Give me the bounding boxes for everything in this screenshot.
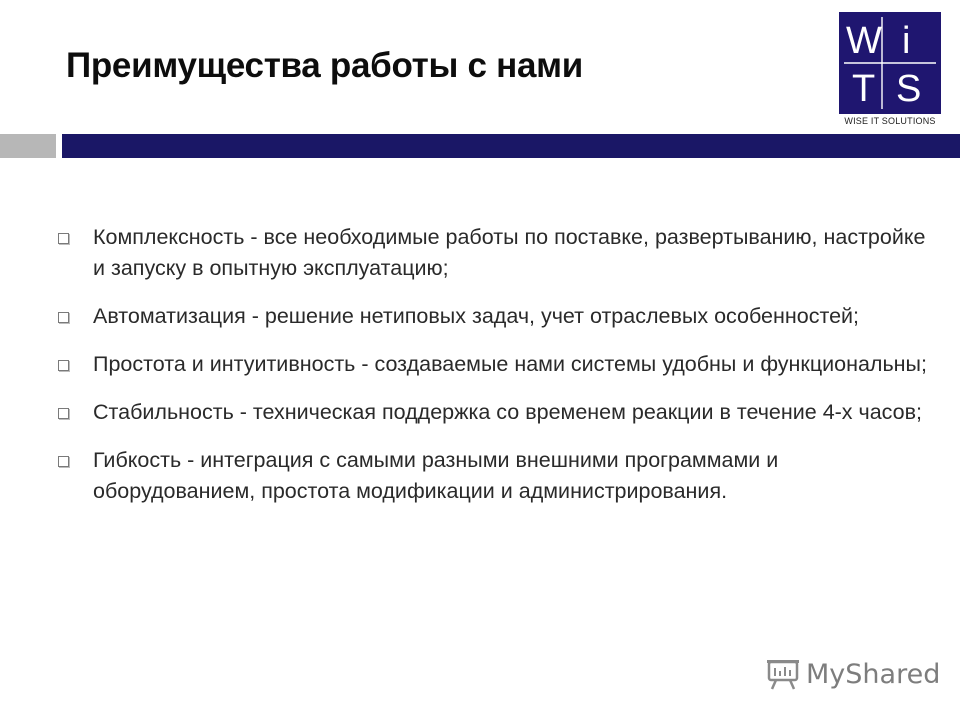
list-item-text: Комплексность - все необходимые работы по поставке, развертыванию, настройке и запуску в опытную эксплуатацию; [93,225,926,280]
checkbox-bullet-icon [58,456,69,467]
list-item-text: Автоматизация - решение нетиповых задач, учет отраслевых особенностей; [93,304,860,328]
list-item [58,445,938,507]
list-item [58,301,938,332]
slide-title: Преимущества работы с нами [66,46,583,85]
list-item [58,222,938,284]
checkbox-bullet-icon [58,233,69,244]
checkbox-bullet-icon [58,408,69,419]
checkbox-bullet-icon [58,312,69,323]
bullet-list [58,222,938,524]
list-item [58,349,938,380]
logo-caption: WISE IT SOLUTIONS [844,116,936,126]
logo-letter-t: T [852,68,876,110]
checkbox-bullet-icon [58,360,69,371]
list-item-text: Простота и интуитивность - создаваемые нами системы удобны и функциональны; [93,352,927,376]
logo-letter-s: S [896,68,922,110]
list-item-text: Стабильность - техническая поддержка со временем реакции в течение 4-х часов; [93,400,923,424]
watermark [766,656,940,692]
wits-logo-graphic [840,13,940,113]
logo-mark [839,12,941,114]
company-logo [836,10,944,128]
logo-letter-i: i [902,20,911,62]
header-bar-left [0,134,56,158]
watermark-text: MyShared [806,658,941,690]
presentation-board-icon [766,658,800,690]
logo-letter-w: W [846,20,882,62]
list-item [58,397,938,428]
header-bar [62,134,960,158]
list-item-text: Гибкость - интеграция с самыми разными внешними программами и оборудованием, простота модификации и администрирования. [93,448,779,503]
